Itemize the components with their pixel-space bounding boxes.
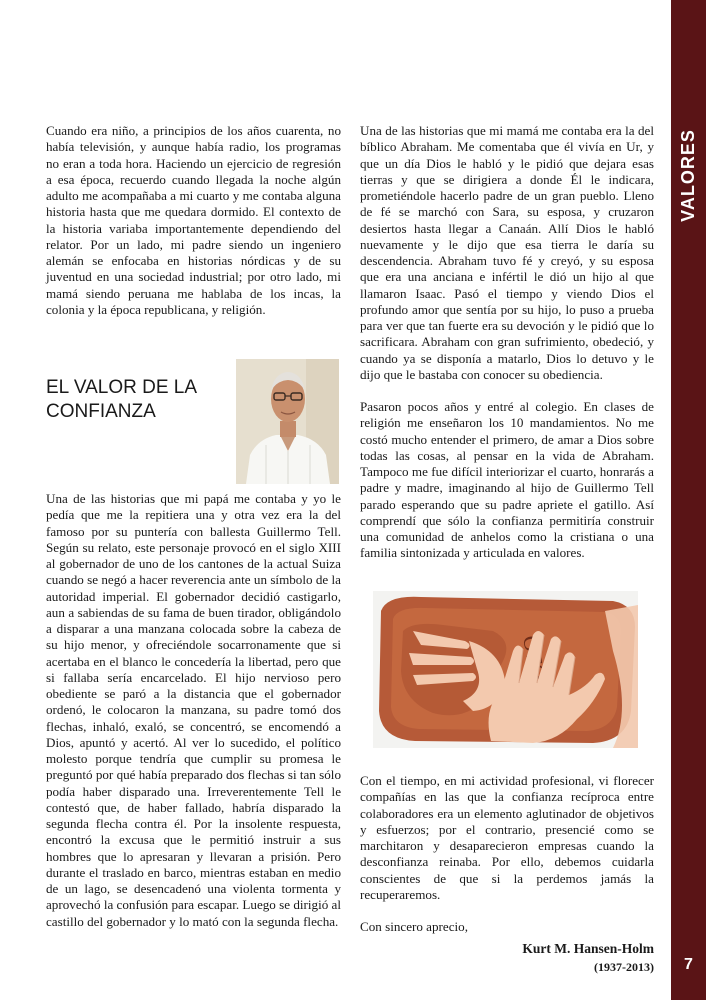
portrait-illustration: [236, 359, 339, 484]
page-number: 7: [684, 956, 693, 973]
abraham-story-paragraph: Una de las historias que mi mamá me contaba era la del bíblico Abraham. Me comentaba que él vivía en Ur, y que un día Dios le habló y le pidió que dejara esas tierras y que se dirigiera a donde Él le indicara, prometiéndole hacerlo padre de un gran pueblo. Lleno de fé se marchó con Sara, su esposa, y cruzaron desiertos hasta llegar a Canaán. Allí Dios le habló nuevamente y le dijo que esa tierra le daría su descendencia. Abraham tuvo fé y creyó, y su esposa que era una anciana e infértil le dió un hijo al que llamaron Isaac. Pasó el tiempo y viendo Dios el profundo amor que sentía por su hijo, lo puso a prueba para ver que tan fuerte era su devoción y le pidió que lo sacrificara. Abraham con gran sufrimiento, obedeció, y cuando ya se disponía a matarlo, Dios lo detuvo y le dijo que le bastaba con conocer su obediencia.: [360, 123, 654, 382]
author-years: (1937-2013): [594, 960, 654, 974]
article-title: EL VALOR DE LA CONFIANZA: [46, 377, 196, 422]
professional-paragraph: Con el tiempo, en mi actividad profesional, vi florecer compañías en las que la confianza recíproca entre colaboradores era un elemento aglutinador de objetivos y esfuerzos; por el contrario, presencié como se marchitaron y desaparecieron empresas cuando la desconfianza reinaba. Por ello, debemos cuidarla conscientes de que si la perdemos jamás la recuperaremos.: [360, 773, 654, 902]
tell-story-paragraph: Una de las historias que mi papá me contaba y yo le pedía que me la repitiera una y otra vez era la del famoso por su puntería con ballesta Guillermo Tell. Según su relato, este personaje provocó en el siglo XIII al gobernador de uno de los cantones de la actual Suiza cuando se negó a hacer reverencia ante un símbolo de la autoridad imperial. El gobernador decidió castigarlo, aun a sabiendas de su fama de buen tirador, obligándolo a disparar a una manzana colocada sobre la cabeza de su hijo menor, y ofreciéndole socarronamente que si acertaba en el blanco le concedería la libertad, pero que si fallaba sería encarcelado. El hijo nervioso pero obediente se paró a la distancia que el gobernador ordenó, le colocaron la manzana, su padre tomó dos flechas, inhaló, exaló, se concentró, se encomendó a Dios, apuntó y acertó. Al ver lo sucedido, el político molesto porque tendría que cumplir su promesa le preguntó por qué había preparado dos flechas si tan sólo podía haber disparado una. Irreverentemente Tell le contestó que, de haber fallado, habría disparado la segunda flecha contra él. Por la insolente respuesta, encontró la excusa que le permitió instruir a sus hombres que lo apresaran y llevaran a prisión. Pero durante el traslado en barco, mientras estaban en medio de un lago, se desencadenó una violenta tormenta y aprovechó la confusión para escapar. Luego se dirigió al castillo del gobernador y lo mató con la segunda flecha.: [46, 491, 341, 929]
school-paragraph: Pasaron pocos años y entré al colegio. En clases de religión me enseñaron los 10 mandamientos. No me costó mucho entender el primero, de amar a Dios sobre todas las cosas, al pensar en la vida de Abraham. Tampoco me fue difícil interiorizar el cuarto, honrarás a padre y madre, imaginando al hijo de Guillermo Tell parado esperando que su padre apriete el gatillo. Así comprendí que sólo la confianza permitiría construir una comunidad de anhelos como la cristiana o una familia sintonizada y articulada en valores.: [360, 399, 654, 561]
author-name: Kurt M. Hansen-Holm: [522, 941, 654, 956]
section-label: [671, 120, 706, 230]
hands-illustration: [373, 591, 638, 748]
child-hand-on-clay-plate-photo: [373, 591, 638, 748]
intro-paragraph: Cuando era niño, a principios de los años cuarenta, no había televisión, y aunque había radio, los programas no eran a toda hora. Haciendo un ejercicio de regresión a esa época, recuerdo cuando llegada la noche algún adulto me acompañaba a mi cuarto y me contaba alguna historia hasta que me quedara dormido. El contexto de la historia variaba importantemente dependiendo del relator. Por un lado, mi padre siendo un ingeniero alemán se enfocaba en historias nórdicas y de su juventud en una sociedad industrial; por otro lado, mi mamá siendo peruana me hablaba de los incas, la colonia y la época republicana, y religión.: [46, 123, 341, 317]
section-label-text: VALORES: [678, 128, 698, 222]
author-portrait-photo: [236, 359, 339, 484]
closing-line: Con sincero aprecio,: [360, 919, 468, 934]
